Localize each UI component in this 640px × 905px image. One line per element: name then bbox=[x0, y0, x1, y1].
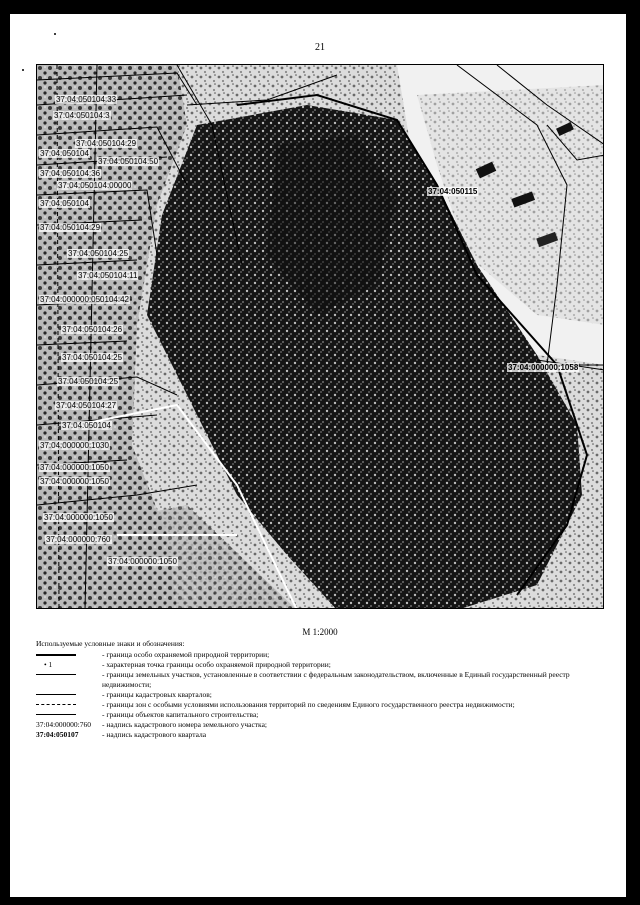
map-label-cadastral[interactable]: 37:04:050104:11 bbox=[78, 271, 138, 280]
map-label-cadastral[interactable]: 37:04:050104:36 bbox=[40, 169, 101, 178]
map-label-cadastral[interactable]: 37:04:050104:25 bbox=[68, 249, 129, 258]
map-scale: М 1:2000 bbox=[302, 627, 338, 637]
map-label-cadastral[interactable]: 37:04:050104:25 bbox=[58, 377, 119, 386]
map-label-cadastral[interactable]: 37:04:050104:26 bbox=[62, 325, 123, 334]
map-label-cadastral[interactable]: 37:04:000000:1058 bbox=[508, 363, 579, 372]
legend-symbol-line bbox=[36, 690, 102, 700]
legend-item-point-pa: • 1 - характерная точка границы особо охраняемой природной территории; bbox=[36, 660, 604, 670]
scan-border-top bbox=[0, 0, 640, 14]
legend-symbol-thick-line bbox=[36, 650, 102, 660]
map-label-cadastral[interactable]: 37:04:000000:1050 bbox=[40, 477, 109, 486]
legend-item-zones: - границы зон с особыми условиями использования территорий по сведениям Единого государственного реестра недвижимости; bbox=[36, 700, 604, 710]
scan-border-right bbox=[626, 0, 640, 905]
map-label-cadastral[interactable]: 37:04:000000:1030 bbox=[40, 441, 109, 450]
map-label-cadastral[interactable]: 37:04:050104:50 bbox=[98, 157, 159, 166]
map-label-cadastral[interactable]: 37:04:050104:3 bbox=[54, 111, 110, 120]
map-label-cadastral[interactable]: 37:04:050104 bbox=[40, 199, 89, 208]
legend-item-quarters: - границы кадастровых кварталов; bbox=[36, 690, 604, 700]
map-label-cadastral[interactable]: 37:04:000000:1050 bbox=[44, 513, 113, 522]
legend-item-cad-number: 37:04:000000:760 - надпись кадастрового номера земельного участка; bbox=[36, 720, 267, 729]
legend-item-boundary-pa: - граница особо охраняемой природной территории; bbox=[36, 650, 604, 660]
map-label-cadastral[interactable]: 37:04:050104:00000 bbox=[58, 181, 132, 190]
legend-symbol-thin-line bbox=[36, 670, 102, 680]
map-label-cadastral[interactable]: 37:04:050104 bbox=[62, 421, 111, 430]
legend-symbol-point: • 1 bbox=[44, 660, 53, 669]
legend-symbol-quarter-code: 37:04:050107 bbox=[36, 730, 79, 739]
legend-symbol-code: 37:04:000000:760 bbox=[36, 720, 92, 729]
map-label-cadastral[interactable]: 37:04:000000:1050 bbox=[40, 463, 109, 472]
map-label-cadastral[interactable]: 37:04:050104:29 bbox=[40, 223, 101, 232]
legend-item-land-plots: - границы земельных участков, установленные в соответствии с федеральным законодательством, включенные в Единый государственный реестр недвижимости; bbox=[36, 670, 604, 690]
legend-heading: Используемые условные знаки и обозначения: bbox=[36, 639, 185, 648]
scan-border-bottom bbox=[0, 897, 640, 905]
map-label-cadastral[interactable]: 37:04:000000:1050 bbox=[108, 557, 177, 566]
map-label-cadastral[interactable]: 37:04:000000:760 bbox=[46, 535, 111, 544]
map-label-cadastral[interactable]: 37:04:050104:29 bbox=[76, 139, 137, 148]
map-label-quarter[interactable]: 37:04:050115 bbox=[428, 187, 478, 196]
legend-item-buildings: - границы объектов капитального строительства; bbox=[36, 710, 604, 720]
map-label-cadastral[interactable]: 37:04:050104:25 bbox=[62, 353, 123, 362]
map-label-cadastral[interactable]: 37:04:050104:33 bbox=[56, 95, 117, 104]
map-label-cadastral[interactable]: 37:04:050104:27 bbox=[56, 401, 117, 410]
map-label-cadastral[interactable]: 37:04:000000:050104:42 bbox=[40, 295, 129, 304]
aerial-map[interactable] bbox=[36, 64, 604, 609]
scan-border-left bbox=[0, 0, 10, 905]
legend bbox=[36, 639, 604, 740]
legend-symbol-dashed-line bbox=[36, 700, 102, 710]
page-number: 21 bbox=[315, 42, 325, 53]
legend-item-quarter-label: 37:04:050107 - надпись кадастрового квартала bbox=[36, 730, 207, 739]
scan-speck bbox=[54, 33, 56, 35]
scan-speck bbox=[22, 69, 24, 71]
map-label-cadastral[interactable]: 37:04:050104 bbox=[40, 149, 89, 158]
legend-symbol-building-line bbox=[36, 710, 102, 720]
